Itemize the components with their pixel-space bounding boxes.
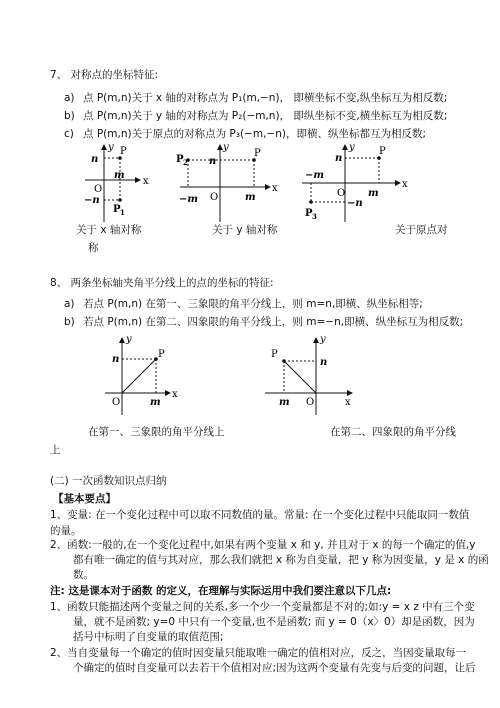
svg-text:O: O — [94, 184, 103, 195]
caption-origin: 关于原点对 — [395, 224, 448, 236]
caption-y-axis: 关于 y 轴对称 — [212, 224, 278, 236]
note-2a: 2、当自变量每一个确定的值时因变量只能取唯一确定的值相对应，反之，当因变量取每一 — [50, 647, 467, 659]
svg-text:m: m — [279, 397, 290, 408]
s7-item-c-marker: c) — [64, 128, 74, 140]
s8-item-a-marker: a) — [64, 298, 75, 310]
bisector-figures — [0, 330, 500, 420]
note-1b: 量，就不是函数; y=0 中只有一个变量,也不是函数; 而 y = 0（x〉0）却是函数，因为 — [73, 616, 475, 628]
svg-text:O: O — [306, 397, 315, 408]
s8-item-a: 若点 P(m,n) 在第一、三象限的角平分线上，则 m=n,即横、纵坐标相等; — [83, 298, 423, 310]
svg-text:P: P — [271, 349, 278, 360]
caption-second-fourth-wrap: 上 — [50, 444, 61, 456]
svg-text:1: 1 — [120, 208, 125, 217]
svg-text:P: P — [120, 146, 127, 157]
s7-item-c: 点 P(m,n)关于原点的对称点为 P₃(−m,−n)，即横、纵坐标都互为相反数; — [83, 128, 427, 140]
note-2b: 个确定的值时自变量可以去若干个值相对应;因为这两个变量有先变与后变的问题，让后 — [73, 662, 476, 674]
svg-text:y: y — [320, 334, 326, 345]
s7-item-a: 点 P(m,n)关于 x 轴的对称点为 P₁(m,−n)， 即横坐标不变,纵坐标互为相反数; — [83, 92, 448, 104]
section7-heading: 7、 对称点的坐标特征: — [50, 69, 159, 81]
note-1c: 括号中标明了自变量的取值范围; — [73, 631, 224, 643]
part-two-title: (二) 一次函数知识点归纳 — [50, 475, 167, 487]
svg-text:y: y — [349, 142, 355, 153]
svg-text:−m: −m — [179, 194, 198, 205]
svg-text:m: m — [245, 192, 256, 203]
svg-text:3: 3 — [312, 212, 317, 221]
caption-second-fourth: 在第二、四象限的角平分线 — [330, 426, 456, 438]
caption-x-axis: 关于 x 轴对称 — [76, 224, 142, 236]
svg-text:P: P — [176, 154, 184, 165]
svg-text:x: x — [402, 179, 408, 190]
basic-points-heading: 【基本要点】 — [53, 493, 116, 505]
svg-text:−n: −n — [84, 195, 100, 206]
note-heading: 注: 这是课本对于函数 的定义，在理解与实际运用中我们要注意以下几点: — [50, 585, 392, 597]
note-1a: 1、函数只能描述两个变量之间的关系,多一个少一个变量都是不对的;如:y = x z 中有三个变 — [50, 601, 475, 613]
svg-text:O: O — [337, 188, 346, 199]
figure-origin-symmetry — [302, 142, 408, 222]
svg-text:x: x — [345, 397, 351, 408]
fig1-x-label: x — [143, 176, 149, 187]
svg-text:y: y — [223, 142, 229, 153]
section8-heading: 8、 两条坐标轴夹角平分线上的点的坐标的特征: — [50, 277, 274, 289]
svg-text:P: P — [305, 208, 313, 219]
svg-text:n: n — [91, 154, 99, 165]
svg-text:P: P — [158, 349, 165, 360]
svg-text:y: y — [126, 334, 132, 345]
svg-text:−m: −m — [305, 170, 324, 181]
s7-item-a-marker: a) — [64, 92, 75, 104]
svg-text:P: P — [113, 204, 121, 215]
figure-first-third-bisector — [105, 334, 178, 415]
para-variable-2: 的量。 — [50, 525, 82, 537]
svg-text:O: O — [112, 397, 121, 408]
s7-item-b-marker: b) — [64, 110, 75, 122]
svg-text:n: n — [112, 354, 120, 365]
para-function-1: 2、函数:一般的,在一个变化过程中,如果有两个变量 x 和 y, 并且对于 x 的每一个确定的值,y — [50, 539, 476, 551]
fig1-y-label: y — [108, 142, 114, 153]
para-function-2: 都有唯一确定的值与其对应，那么我们就把 x 称为自变量，把 y 称为因变量，y 是 x 的函 — [73, 554, 489, 566]
svg-text:−n: −n — [347, 198, 363, 209]
s8-item-b-marker: b) — [64, 316, 75, 328]
svg-text:O: O — [210, 192, 219, 203]
figure-x-axis-symmetry — [84, 142, 149, 222]
para-function-3: 数。 — [73, 569, 94, 581]
figure-second-fourth-bisector — [265, 334, 352, 415]
svg-text:P: P — [254, 148, 261, 159]
svg-text:P: P — [379, 146, 386, 157]
s8-item-b: 若点 P(m,n) 在第二、四象限的角平分线上，则 m=−n,即横、纵坐标互为相反数; — [83, 316, 464, 328]
caption-x-axis-wrap: 称 — [88, 242, 99, 254]
svg-text:m: m — [150, 397, 161, 408]
svg-text:m: m — [114, 170, 125, 181]
svg-text:x: x — [272, 183, 278, 194]
svg-text:x: x — [172, 389, 178, 400]
svg-text:n: n — [209, 156, 217, 167]
svg-text:n: n — [320, 357, 328, 368]
figure-y-axis-symmetry — [176, 142, 278, 222]
caption-first-third: 在第一、三象限的角平分线上 — [88, 426, 225, 438]
s7-item-b: 点 P(m,n)关于 y 轴的对称点为 P₂(−m,n)， 即纵坐标不变,横坐标互为相反数; — [83, 110, 448, 122]
svg-text:n: n — [335, 153, 343, 164]
para-variable: 1、变量: 在一个变化过程中可以取不同数值的量。常量: 在一个变化过程中只能取同一数值 — [50, 509, 470, 521]
svg-text:2: 2 — [183, 158, 188, 167]
svg-text:m: m — [368, 188, 379, 199]
